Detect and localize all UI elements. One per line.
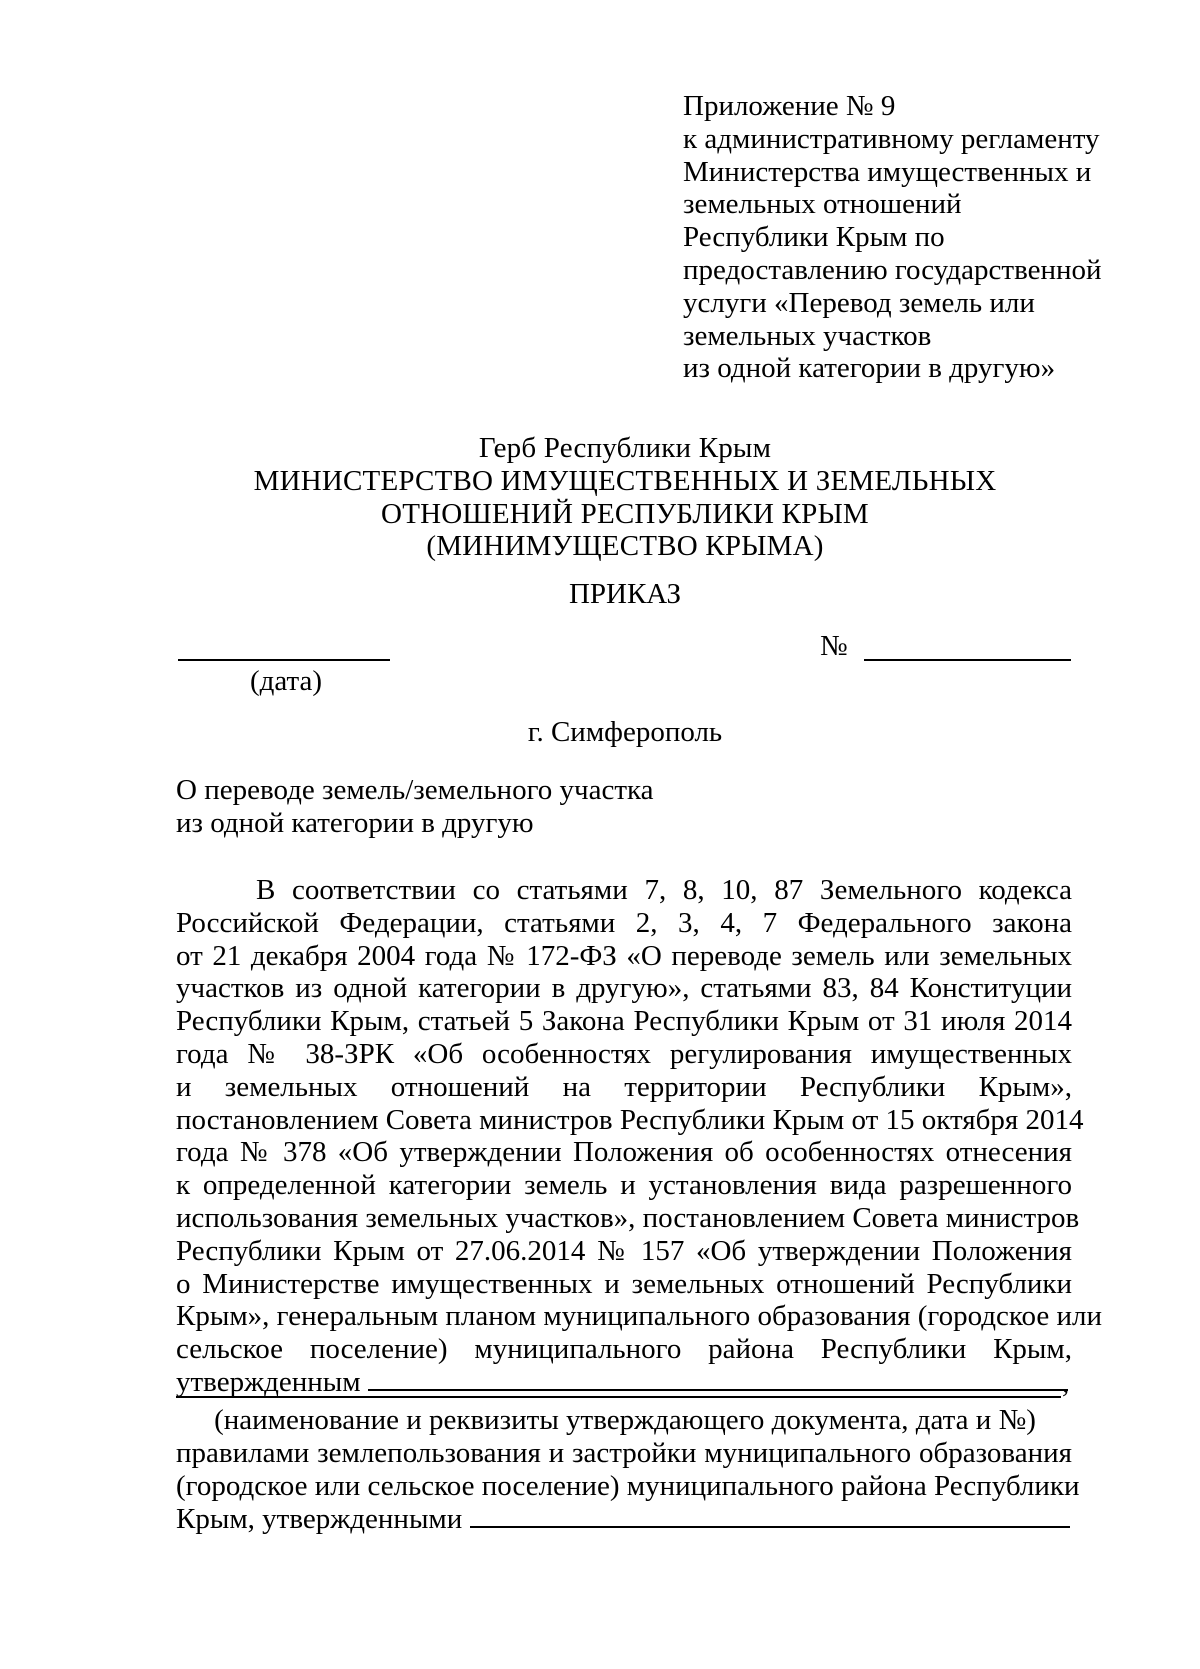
approved-label: утвержденным: [176, 1365, 361, 1398]
date-field-line: [178, 659, 390, 661]
appendix-line: услуги «Перевод земель или: [683, 286, 1035, 319]
order-subject: [176, 774, 654, 840]
appendix-line: Приложение № 9: [683, 90, 896, 122]
subject-line: О переводе земель/земельного участка: [176, 774, 654, 806]
coat-of-arms-label: Герб Республики Крым: [478, 432, 772, 464]
body-line: использования земельных участков», постановлением Совета министров: [176, 1201, 1080, 1234]
appendix-line: к административному регламенту: [683, 122, 1100, 155]
body-line: года № 38-ЗРК «Об особенностях регулирования имущественных: [176, 1037, 1072, 1070]
body-line: к определенной категории земель и установления вида разрешенного: [176, 1169, 1072, 1202]
body-line: (городское или сельское поселение) муниципального района Республики: [176, 1469, 1080, 1502]
approved-label-2: Крым, утвержденными: [176, 1502, 463, 1535]
body-line: сельское поселение) муниципального района Республики Крым,: [176, 1333, 1072, 1366]
appendix-line: Министерства имущественных и: [683, 155, 1092, 188]
body-line: от 21 декабря 2004 года № 172-ФЗ «О переводе земель или земельных: [176, 939, 1072, 972]
date-caption: (дата): [250, 665, 323, 697]
approved-line: [176, 1366, 1072, 1399]
body-line: постановлением Совета министров Республики Крым от 15 октября 2014: [176, 1103, 1084, 1136]
number-field-line: [864, 659, 1071, 661]
ministry-name-line-1: МИНИСТЕРСТВО ИМУЩЕСТВЕННЫХ И ЗЕМЕЛЬНЫХ: [253, 464, 997, 497]
body-line: о Министерстве имущественных и земельных отношений Республики: [176, 1267, 1072, 1300]
document-requisites-caption: (наименование и реквизиты утверждающего документа, дата и №): [214, 1404, 1036, 1436]
appendix-line: Республики Крым по: [683, 221, 945, 254]
order-title: ПРИКАЗ: [568, 578, 682, 610]
ministry-name-line-2: ОТНОШЕНИЙ РЕСПУБЛИКИ КРЫМ: [381, 497, 869, 530]
appendix-line: предоставлению государственной: [683, 253, 1102, 286]
body-line: Республики Крым, статьей 5 Закона Республики Крым от 31 июля 2014: [176, 1005, 1072, 1038]
body-line: В соответствии со статьями 7, 8, 10, 87 Земельного кодекса: [256, 874, 1072, 906]
body-line: года № 378 «Об утверждении Положения об особенностях отнесения: [176, 1136, 1072, 1169]
body-line: Российской Федерации, статьями 2, 3, 4, 7 Федерального закона: [176, 906, 1072, 939]
body-line: и земельных отношений на территории Республики Крым»,: [176, 1070, 1072, 1103]
approved-line-2: [176, 1503, 1072, 1536]
rules-approval-field-line: [470, 1526, 1070, 1528]
appendix-block: [683, 90, 1103, 385]
approved-doc-field-line: [368, 1389, 1068, 1391]
body-line: Республики Крым от 27.06.2014 № 157 «Об утверждении Положения: [176, 1234, 1072, 1267]
city-label: г. Симферополь: [527, 716, 723, 748]
body-paragraph-2: [176, 1437, 1080, 1535]
appendix-line: из одной категории в другую»: [683, 352, 1056, 385]
ministry-short-name: (МИНИМУЩЕСТВО КРЫМА): [426, 530, 824, 563]
appendix-line: земельных отношений: [683, 188, 962, 221]
trailing-comma: ,: [1062, 1367, 1070, 1399]
ministry-header: [175, 432, 1075, 563]
body-line: участков из одной категории в другую», статьями 83, 84 Конституции: [176, 972, 1072, 1005]
body-line: правилами землепользования и застройки муниципального образования: [176, 1437, 1072, 1469]
number-sign: №: [820, 630, 848, 662]
body-paragraph: [176, 874, 1102, 1399]
appendix-line: земельных участков: [683, 319, 932, 352]
approved-doc-field-line-2: [176, 1396, 1061, 1398]
body-line: Крым», генеральным планом муниципального образования (городское или: [176, 1300, 1102, 1333]
subject-line: из одной категории в другую: [176, 806, 534, 839]
